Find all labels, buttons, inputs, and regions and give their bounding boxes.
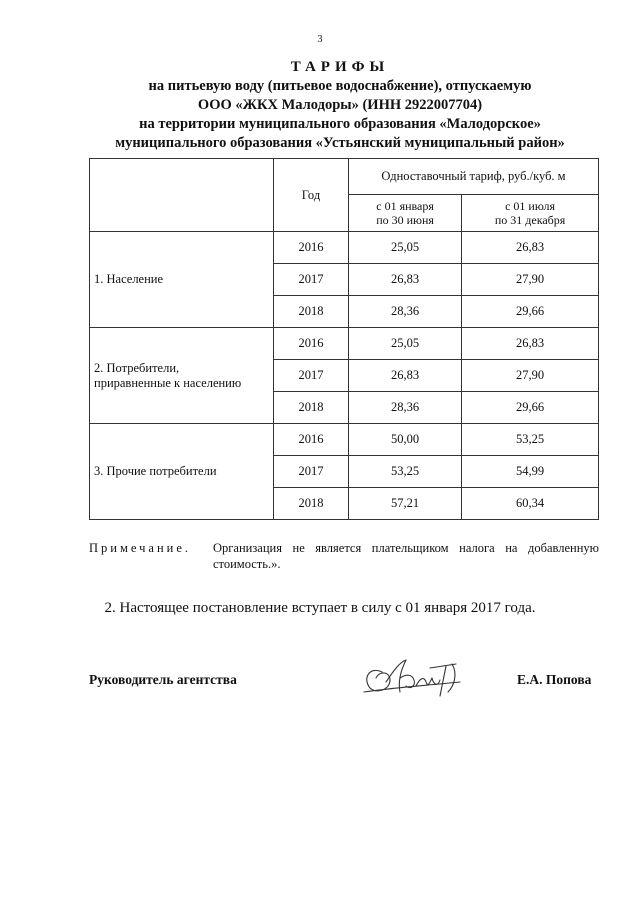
tariff-h2-cell: 29,66 [462, 392, 599, 424]
year-cell: 2017 [274, 360, 349, 392]
note-text: Организация не является плательщиком налога на добавленную стоимость.». [213, 541, 599, 571]
tariff-h1-cell: 25,05 [349, 328, 462, 360]
tariff-h1-cell: 57,21 [349, 488, 462, 520]
table-row [90, 328, 599, 360]
tariff-h1-cell: 28,36 [349, 296, 462, 328]
tariff-h2-cell: 27,90 [462, 264, 599, 296]
signatory-name: Е.А. Попова [517, 672, 592, 687]
year-cell: 2017 [274, 456, 349, 488]
period-1-end: по 30 июня [376, 213, 434, 227]
tariff-h1-cell: 53,25 [349, 456, 462, 488]
tariff-h2-cell: 27,90 [462, 360, 599, 392]
table-row [90, 424, 599, 456]
note-label: Примечание. [89, 541, 192, 555]
period-1-start: с 01 января [376, 199, 434, 213]
category-cell [90, 424, 274, 520]
heading-line-1: на питьевую воду (питьевое водоснабжение), отпускаемую [148, 78, 532, 94]
note-block [89, 540, 599, 572]
header-period-1 [349, 195, 462, 232]
year-cell: 2016 [274, 424, 349, 456]
heading-title: ТАРИФЫ [290, 59, 390, 75]
category-cell [90, 232, 274, 328]
category-label: 1. Население [94, 272, 164, 286]
year-cell: 2016 [274, 328, 349, 360]
tariff-h1-cell: 50,00 [349, 424, 462, 456]
tariff-h1-cell: 26,83 [349, 264, 462, 296]
tariff-h2-cell: 29,66 [462, 296, 599, 328]
heading-line-3: на территории муниципального образования «Малодорское» [139, 116, 541, 132]
category-label: 2. Потребители, [94, 360, 180, 375]
year-cell: 2018 [274, 488, 349, 520]
signatory-title: Руководитель агентства [89, 672, 237, 687]
tariff-h2-cell: 26,83 [462, 328, 599, 360]
tariff-h2-cell: 53,25 [462, 424, 599, 456]
year-cell: 2018 [274, 296, 349, 328]
category-cell [90, 328, 274, 424]
tariff-table [89, 158, 599, 520]
header-period-2 [462, 195, 599, 232]
heading-line-2: ООО «ЖКХ Малодоры» (ИНН 2922007704) [197, 97, 483, 113]
heading-line-4: муниципального образования «Устьянский муниципальный район» [115, 135, 565, 151]
tariff-h1-cell: 25,05 [349, 232, 462, 264]
tariff-h2-cell: 60,34 [462, 488, 599, 520]
period-2-start: с 01 июля [505, 199, 556, 213]
decree-paragraph: 2. Настоящее постановление вступает в силу с 01 января 2017 года. [104, 600, 536, 616]
year-cell: 2016 [274, 232, 349, 264]
table-row [90, 232, 599, 264]
year-cell: 2018 [274, 392, 349, 424]
category-label: 3. Прочие потребители [94, 464, 217, 478]
tariff-h1-cell: 28,36 [349, 392, 462, 424]
tariff-h2-cell: 26,83 [462, 232, 599, 264]
handwritten-signature [360, 652, 470, 700]
tariff-h1-cell: 26,83 [349, 360, 462, 392]
tariff-h2-cell: 54,99 [462, 456, 599, 488]
category-label-2: приравненные к населению [94, 375, 242, 390]
period-2-end: по 31 декабря [494, 213, 566, 227]
header-year-cell: Год [274, 159, 349, 232]
table-header-row [90, 159, 599, 195]
header-category-cell [90, 159, 274, 232]
year-cell: 2017 [274, 264, 349, 296]
document-heading [60, 58, 620, 153]
header-tariff-cell: Одноставочный тариф, руб./куб. м [349, 159, 599, 195]
page-number: 3 [317, 34, 323, 45]
